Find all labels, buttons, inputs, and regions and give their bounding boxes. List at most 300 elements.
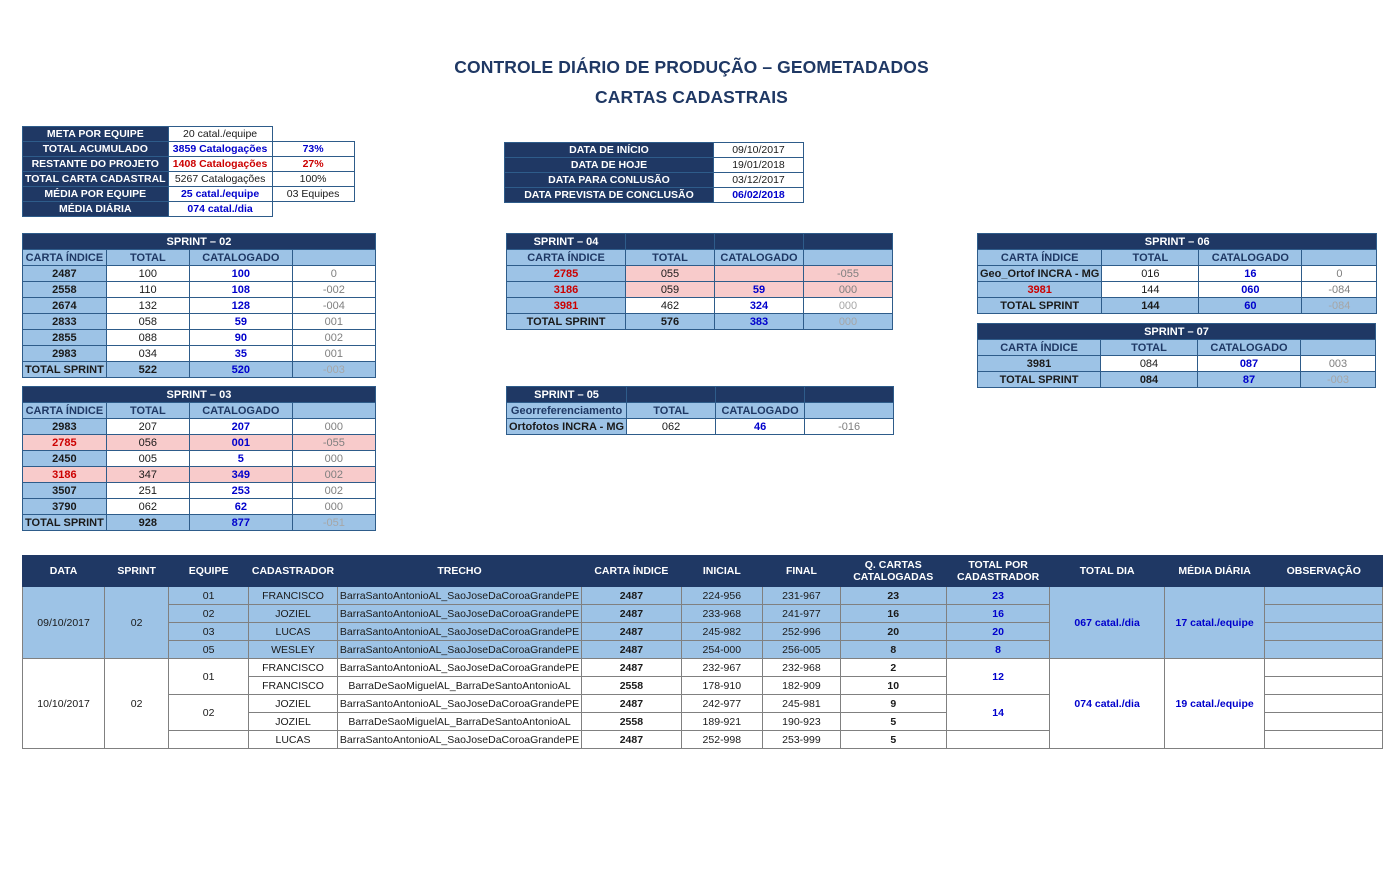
log-qtd-1-2: 9	[840, 695, 946, 713]
log-carta-0-0: 2487	[582, 587, 681, 605]
log-cadastrador-0-1: JOZIEL	[249, 605, 338, 623]
table-row	[23, 266, 376, 282]
column-header-inicial: INICIAL	[681, 556, 762, 587]
sprint-04-total-1: 059	[626, 282, 715, 298]
table-row	[23, 362, 376, 378]
column-header-data: DATA	[23, 556, 105, 587]
table-row	[23, 467, 376, 483]
log-data-1: 10/10/2017	[23, 659, 105, 749]
table-row	[505, 158, 804, 173]
sprint-05-table	[506, 386, 894, 435]
log-final-1-2: 245-981	[763, 695, 841, 713]
table-row	[507, 298, 893, 314]
log-total-cadastrador-1-4	[946, 731, 1050, 749]
log-trecho-0-3: BarraSantoAntonioAL_SaoJoseDaCoroaGrandePE	[337, 641, 581, 659]
sprint-04-index-2: 3981	[507, 298, 626, 314]
sprint-06-dif-1: -084	[1302, 282, 1377, 298]
date-value-hoje: 19/01/2018	[714, 158, 804, 173]
date-label-inicio: DATA DE INÍCIO	[505, 143, 714, 158]
log-observacao-0-2	[1265, 623, 1383, 641]
sprint-07-total-dif: -003	[1301, 372, 1376, 388]
log-total-dia-0: 067 catal./dia	[1050, 587, 1164, 659]
table-row	[23, 659, 1383, 677]
column-header-total: TOTAL	[1102, 250, 1199, 266]
log-equipe-1-2: 02	[169, 695, 249, 731]
date-value-conclusao: 03/12/2017	[714, 173, 804, 188]
log-qtd-1-1: 10	[840, 677, 946, 695]
summary-label-restante: RESTANTE DO PROJETO	[23, 157, 169, 172]
column-header-q-cartas-catalogadas: Q. CARTAS CATALOGADAS	[840, 556, 946, 587]
sprint-02-total-catalogado: 520	[189, 362, 292, 378]
log-observacao-1-4	[1265, 731, 1383, 749]
summary-label-meta: META POR EQUIPE	[23, 127, 169, 142]
sprint-02-title: SPRINT – 02	[23, 234, 376, 250]
log-qtd-0-0: 23	[840, 587, 946, 605]
sprint-06-dif-0: 0	[1302, 266, 1377, 282]
table-row	[978, 298, 1377, 314]
log-final-1-3: 190-923	[763, 713, 841, 731]
summary-extra-total-acumulado: 73%	[272, 142, 354, 157]
table-header-row	[23, 556, 1383, 587]
date-label-prevista: DATA PREVISTA DE CONCLUSÃO	[505, 188, 714, 203]
table-row	[23, 157, 355, 172]
log-qtd-0-1: 16	[840, 605, 946, 623]
column-header-equipe: EQUIPE	[169, 556, 249, 587]
log-cadastrador-1-4: LUCAS	[249, 731, 338, 749]
table-row	[507, 314, 893, 330]
table-row	[23, 435, 376, 451]
summary-label-media-diaria: MÉDIA DIÁRIA	[23, 202, 169, 217]
sprint-03-total-4: 251	[106, 483, 189, 499]
table-row	[978, 372, 1376, 388]
sprint-04-total-label: TOTAL SPRINT	[507, 314, 626, 330]
log-final-0-0: 231-967	[763, 587, 841, 605]
table-row	[978, 356, 1376, 372]
log-equipe-0-0: 01	[169, 587, 249, 605]
log-final-0-3: 256-005	[763, 641, 841, 659]
log-total-cadastrador-0-2: 20	[946, 623, 1050, 641]
summary-extra-media-equipe: 03 Equipes	[272, 187, 354, 202]
table-row	[507, 403, 894, 419]
sprint-07-total-label: TOTAL SPRINT	[978, 372, 1101, 388]
sprint-02-catalogado-2: 128	[189, 298, 292, 314]
log-qtd-0-3: 8	[840, 641, 946, 659]
log-observacao-1-2	[1265, 695, 1383, 713]
log-inicial-1-1: 178-910	[681, 677, 762, 695]
log-cadastrador-1-2: JOZIEL	[249, 695, 338, 713]
summary-extra-media-diaria	[272, 202, 354, 217]
log-carta-1-2: 2487	[582, 695, 681, 713]
column-header-diferenca	[292, 403, 375, 419]
sprint-02-total-2: 132	[106, 298, 189, 314]
log-total-cadastrador-1-0: 12	[946, 659, 1050, 695]
table-row	[23, 187, 355, 202]
sprint-07-catalogado-0: 087	[1198, 356, 1301, 372]
log-cadastrador-0-3: WESLEY	[249, 641, 338, 659]
sprint-04-title-pad-3	[804, 234, 893, 250]
sprint-02-index-0: 2487	[23, 266, 107, 282]
log-trecho-1-4: BarraSantoAntonioAL_SaoJoseDaCoroaGrandePE	[337, 731, 581, 749]
log-qtd-1-4: 5	[840, 731, 946, 749]
column-header-catalogado: CATALOGADO	[715, 250, 804, 266]
sprint-02-total-5: 034	[106, 346, 189, 362]
sprint-05-dif-0: -016	[805, 419, 894, 435]
production-log-table	[22, 555, 1383, 749]
sprint-07-total-total: 084	[1101, 372, 1198, 388]
sprint-04-table	[506, 233, 893, 330]
sprint-02-catalogado-1: 108	[189, 282, 292, 298]
sprint-03-total-3: 347	[106, 467, 189, 483]
sprint-04-index-0: 2785	[507, 266, 626, 282]
log-final-1-4: 253-999	[763, 731, 841, 749]
sprint-06-total-label: TOTAL SPRINT	[978, 298, 1102, 314]
sprint-02-index-2: 2674	[23, 298, 107, 314]
log-inicial-1-2: 242-977	[681, 695, 762, 713]
page-title-line-1: CONTROLE DIÁRIO DE PRODUÇÃO – GEOMETADADOS	[454, 57, 929, 77]
sprint-03-catalogado-1: 001	[189, 435, 292, 451]
sprint-03-index-2: 2450	[23, 451, 107, 467]
table-row	[23, 202, 355, 217]
summary-value-restante: 1408 Catalogações	[168, 157, 272, 172]
log-cadastrador-0-2: LUCAS	[249, 623, 338, 641]
table-row	[978, 324, 1376, 340]
date-label-conclusao: DATA PARA CONLUSÃO	[505, 173, 714, 188]
table-row	[23, 250, 376, 266]
column-header-total-dia: TOTAL DIA	[1050, 556, 1164, 587]
column-header-catalogado: CATALOGADO	[1199, 250, 1302, 266]
table-row	[978, 266, 1377, 282]
log-carta-0-2: 2487	[582, 623, 681, 641]
summary-value-media-equipe: 25 catal./equipe	[168, 187, 272, 202]
log-final-0-1: 241-977	[763, 605, 841, 623]
table-row	[507, 250, 893, 266]
column-header-total: TOTAL	[106, 250, 189, 266]
sprint-04-total-0: 055	[626, 266, 715, 282]
table-row	[23, 142, 355, 157]
log-inicial-0-0: 224-956	[681, 587, 762, 605]
table-row	[23, 499, 376, 515]
log-equipe-1-0: 01	[169, 659, 249, 695]
sprint-02-total-4: 088	[106, 330, 189, 346]
sprint-06-index-0: Geo_Ortof INCRA - MG	[978, 266, 1102, 282]
sprint-03-total-total: 928	[106, 515, 189, 531]
sprint-03-total-label: TOTAL SPRINT	[23, 515, 107, 531]
log-carta-1-4: 2487	[582, 731, 681, 749]
table-row	[507, 419, 894, 435]
log-sprint-0: 02	[105, 587, 169, 659]
log-cadastrador-0-0: FRANCISCO	[249, 587, 338, 605]
sprint-05-title-pad-2	[716, 387, 805, 403]
log-carta-1-0: 2487	[582, 659, 681, 677]
table-row	[23, 387, 376, 403]
table-row	[507, 387, 894, 403]
sprint-05-catalogado-0: 46	[716, 419, 805, 435]
table-row	[507, 234, 893, 250]
column-header-carta-indice: CARTA ÍNDICE	[23, 403, 107, 419]
sprint-04-catalogado-0	[715, 266, 804, 282]
log-inicial-1-0: 232-967	[681, 659, 762, 677]
sprint-03-catalogado-2: 5	[189, 451, 292, 467]
column-header-diferenca	[292, 250, 375, 266]
table-row	[978, 234, 1377, 250]
sprint-02-dif-4: 002	[292, 330, 375, 346]
log-cadastrador-1-0: FRANCISCO	[249, 659, 338, 677]
log-trecho-1-0: BarraSantoAntonioAL_SaoJoseDaCoroaGrandePE	[337, 659, 581, 677]
table-row	[507, 266, 893, 282]
sprint-03-total-catalogado: 877	[189, 515, 292, 531]
sprint-07-dif-0: 003	[1301, 356, 1376, 372]
table-row	[23, 314, 376, 330]
sprint-05-title-pad-1	[627, 387, 716, 403]
sprint-03-dif-3: 002	[292, 467, 375, 483]
sprint-02-catalogado-3: 59	[189, 314, 292, 330]
column-header-catalogado: CATALOGADO	[189, 403, 292, 419]
summary-extra-total-carta: 100%	[272, 172, 354, 187]
log-trecho-1-2: BarraSantoAntonioAL_SaoJoseDaCoroaGrandePE	[337, 695, 581, 713]
log-carta-1-3: 2558	[582, 713, 681, 731]
dates-table	[504, 142, 804, 203]
sprint-02-total-3: 058	[106, 314, 189, 330]
log-cadastrador-1-3: JOZIEL	[249, 713, 338, 731]
sprint-03-index-0: 2983	[23, 419, 107, 435]
column-header-catalogado: CATALOGADO	[716, 403, 805, 419]
sprint-04-total-catalogado: 383	[715, 314, 804, 330]
log-carta-0-1: 2487	[582, 605, 681, 623]
table-row	[505, 188, 804, 203]
sprint-04-total-2: 462	[626, 298, 715, 314]
table-row	[23, 403, 376, 419]
log-qtd-1-0: 2	[840, 659, 946, 677]
log-trecho-0-2: BarraSantoAntonioAL_SaoJoseDaCoroaGrandePE	[337, 623, 581, 641]
sprint-07-index-0: 3981	[978, 356, 1101, 372]
date-value-prevista: 06/02/2018	[714, 188, 804, 203]
sprint-02-total-label: TOTAL SPRINT	[23, 362, 107, 378]
sprint-06-catalogado-0: 16	[1199, 266, 1302, 282]
sprint-06-total-total: 144	[1102, 298, 1199, 314]
sprint-03-catalogado-5: 62	[189, 499, 292, 515]
log-sprint-1: 02	[105, 659, 169, 749]
column-header-total: TOTAL	[626, 250, 715, 266]
sprint-04-dif-2: 000	[804, 298, 893, 314]
sprint-06-total-catalogado: 60	[1199, 298, 1302, 314]
page-title	[0, 52, 1383, 112]
sprint-06-total-0: 016	[1102, 266, 1199, 282]
log-carta-1-1: 2558	[582, 677, 681, 695]
log-inicial-0-1: 233-968	[681, 605, 762, 623]
table-row	[23, 451, 376, 467]
log-trecho-1-1: BarraDeSaoMiguelAL_BarraDeSantoAntonioAL	[337, 677, 581, 695]
log-inicial-0-3: 254-000	[681, 641, 762, 659]
sprint-02-dif-2: -004	[292, 298, 375, 314]
sprint-03-catalogado-4: 253	[189, 483, 292, 499]
column-header-diferenca	[1301, 340, 1376, 356]
log-observacao-0-1	[1265, 605, 1383, 623]
sprint-06-catalogado-1: 060	[1199, 282, 1302, 298]
log-equipe-1-4	[169, 731, 249, 749]
log-total-cadastrador-0-0: 23	[946, 587, 1050, 605]
log-trecho-0-1: BarraSantoAntonioAL_SaoJoseDaCoroaGrandePE	[337, 605, 581, 623]
sprint-02-table	[22, 233, 376, 378]
log-final-0-2: 252-996	[763, 623, 841, 641]
log-observacao-1-0	[1265, 659, 1383, 677]
log-trecho-0-0: BarraSantoAntonioAL_SaoJoseDaCoroaGrandePE	[337, 587, 581, 605]
sprint-05-title-pad-3	[805, 387, 894, 403]
sprint-03-index-4: 3507	[23, 483, 107, 499]
sprint-03-catalogado-0: 207	[189, 419, 292, 435]
sprint-05-index-0: Ortofotos INCRA - MG	[507, 419, 627, 435]
sprint-06-index-1: 3981	[978, 282, 1102, 298]
summary-value-total-acumulado: 3859 Catalogações	[168, 142, 272, 157]
sprint-04-dif-0: -055	[804, 266, 893, 282]
sprint-03-total-2: 005	[106, 451, 189, 467]
table-row	[978, 282, 1377, 298]
log-final-1-0: 232-968	[763, 659, 841, 677]
sprint-02-catalogado-5: 35	[189, 346, 292, 362]
sprint-04-dif-1: 000	[804, 282, 893, 298]
sprint-03-title: SPRINT – 03	[23, 387, 376, 403]
log-equipe-0-1: 02	[169, 605, 249, 623]
table-row	[23, 234, 376, 250]
sprint-03-dif-1: -055	[292, 435, 375, 451]
column-header-trecho: TRECHO	[337, 556, 581, 587]
column-header-carta-indice: CARTA ÍNDICE	[582, 556, 681, 587]
sprint-03-catalogado-3: 349	[189, 467, 292, 483]
column-header-catalogado: CATALOGADO	[1198, 340, 1301, 356]
summary-value-total-carta: 5267 Catalogações	[168, 172, 272, 187]
sprint-02-dif-5: 001	[292, 346, 375, 362]
summary-value-meta: 20 catal./equipe	[168, 127, 272, 142]
sprint-07-title: SPRINT – 07	[978, 324, 1376, 340]
sprint-03-table	[22, 386, 376, 531]
log-observacao-0-0	[1265, 587, 1383, 605]
log-media-diaria-1: 19 catal./equipe	[1164, 659, 1265, 749]
table-row	[23, 127, 355, 142]
sprint-03-index-5: 3790	[23, 499, 107, 515]
sprint-03-dif-2: 000	[292, 451, 375, 467]
table-row	[507, 282, 893, 298]
log-equipe-0-2: 03	[169, 623, 249, 641]
log-cadastrador-1-1: FRANCISCO	[249, 677, 338, 695]
table-row	[23, 172, 355, 187]
column-header-diferenca	[1302, 250, 1377, 266]
log-observacao-1-1	[1265, 677, 1383, 695]
table-row	[23, 298, 376, 314]
sprint-03-index-1: 2785	[23, 435, 107, 451]
sprint-05-total-0: 062	[627, 419, 716, 435]
sprint-07-total-0: 084	[1101, 356, 1198, 372]
table-row	[23, 330, 376, 346]
log-media-diaria-0: 17 catal./equipe	[1164, 587, 1265, 659]
sprint-02-index-1: 2558	[23, 282, 107, 298]
sprint-04-title: SPRINT – 04	[507, 234, 626, 250]
summary-label-total-acumulado: TOTAL ACUMULADO	[23, 142, 169, 157]
column-header-sprint: SPRINT	[105, 556, 169, 587]
sprint-04-title-pad-1	[626, 234, 715, 250]
column-header-carta-indice: CARTA ÍNDICE	[978, 250, 1102, 266]
sprint-06-table	[977, 233, 1377, 314]
log-final-1-1: 182-909	[763, 677, 841, 695]
sprint-02-total-1: 110	[106, 282, 189, 298]
log-total-cadastrador-0-3: 8	[946, 641, 1050, 659]
sprint-07-total-catalogado: 87	[1198, 372, 1301, 388]
table-row	[505, 143, 804, 158]
log-carta-0-3: 2487	[582, 641, 681, 659]
sprint-04-title-pad-2	[715, 234, 804, 250]
column-header-total: TOTAL	[627, 403, 716, 419]
log-qtd-1-3: 5	[840, 713, 946, 731]
column-header-media-diaria: MÉDIA DIÁRIA	[1164, 556, 1265, 587]
page-title-line-2: CARTAS CADASTRAIS	[595, 87, 788, 107]
table-row	[23, 587, 1383, 605]
sprint-04-total-dif: 000	[804, 314, 893, 330]
table-row	[23, 483, 376, 499]
log-observacao-0-3	[1265, 641, 1383, 659]
table-row	[23, 346, 376, 362]
column-header-carta-indice: CARTA ÍNDICE	[978, 340, 1101, 356]
sprint-03-dif-4: 002	[292, 483, 375, 499]
column-header-final: FINAL	[763, 556, 841, 587]
sprint-02-index-3: 2833	[23, 314, 107, 330]
log-observacao-1-3	[1265, 713, 1383, 731]
column-header-total-por-cadastrador: TOTAL POR CADASTRADOR	[946, 556, 1050, 587]
log-equipe-0-3: 05	[169, 641, 249, 659]
sprint-03-dif-5: 000	[292, 499, 375, 515]
column-header-observacao: OBSERVAÇÃO	[1265, 556, 1383, 587]
sprint-04-index-1: 3186	[507, 282, 626, 298]
column-header-diferenca	[804, 250, 893, 266]
date-value-inicio: 09/10/2017	[714, 143, 804, 158]
summary-extra-meta	[272, 127, 354, 142]
log-total-dia-1: 074 catal./dia	[1050, 659, 1164, 749]
column-header-carta-indice: CARTA ÍNDICE	[507, 250, 626, 266]
table-row	[23, 419, 376, 435]
table-row	[23, 282, 376, 298]
log-trecho-1-3: BarraDeSaoMiguelAL_BarraDeSantoAntonioAL	[337, 713, 581, 731]
column-header-total: TOTAL	[106, 403, 189, 419]
sprint-02-total-0: 100	[106, 266, 189, 282]
table-row	[505, 173, 804, 188]
log-data-0: 09/10/2017	[23, 587, 105, 659]
column-header-cadastrador: CADASTRADOR	[249, 556, 338, 587]
log-total-cadastrador-0-1: 16	[946, 605, 1050, 623]
sprint-03-total-5: 062	[106, 499, 189, 515]
sprint-06-total-1: 144	[1102, 282, 1199, 298]
sprint-07-table	[977, 323, 1376, 388]
sprint-05-title: SPRINT – 05	[507, 387, 627, 403]
table-row	[978, 250, 1377, 266]
table-row	[978, 340, 1376, 356]
sprint-02-total-dif: -003	[292, 362, 375, 378]
column-header-catalogado: CATALOGADO	[189, 250, 292, 266]
sprint-02-index-5: 2983	[23, 346, 107, 362]
sprint-03-total-1: 056	[106, 435, 189, 451]
log-inicial-1-4: 252-998	[681, 731, 762, 749]
sprint-02-dif-0: 0	[292, 266, 375, 282]
column-header-diferenca	[805, 403, 894, 419]
summary-table	[22, 126, 355, 217]
log-inicial-1-3: 189-921	[681, 713, 762, 731]
sprint-04-catalogado-2: 324	[715, 298, 804, 314]
sprint-03-total-0: 207	[106, 419, 189, 435]
sprint-06-total-dif: -084	[1302, 298, 1377, 314]
sprint-04-total-total: 576	[626, 314, 715, 330]
column-header-georreferenciamento: Georreferenciamento	[507, 403, 627, 419]
sprint-02-catalogado-0: 100	[189, 266, 292, 282]
sprint-02-total-total: 522	[106, 362, 189, 378]
sprint-02-index-4: 2855	[23, 330, 107, 346]
sprint-03-total-dif: -051	[292, 515, 375, 531]
sprint-02-catalogado-4: 90	[189, 330, 292, 346]
